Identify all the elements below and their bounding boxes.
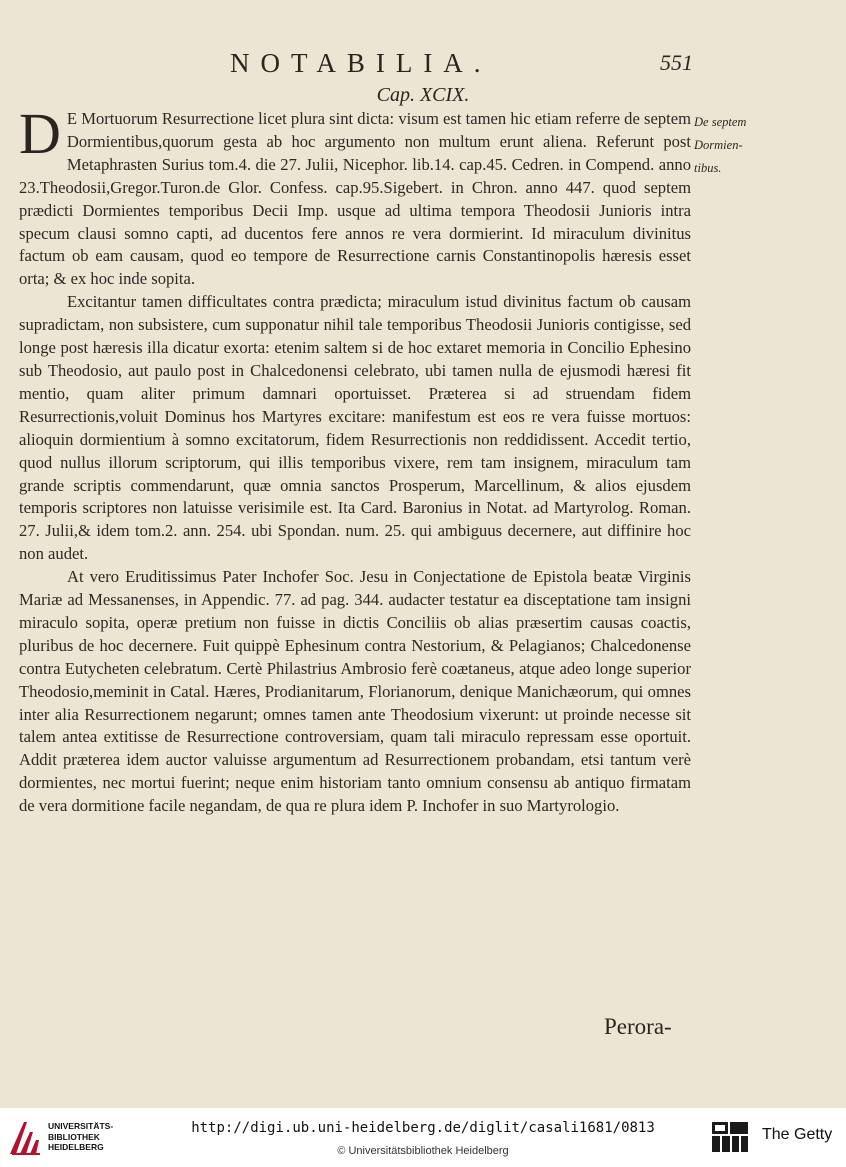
margin-note-line: tibus.: [694, 160, 722, 175]
copyright-notice: © Universitätsbibliothek Heidelberg: [337, 1145, 509, 1157]
drop-cap: D: [19, 101, 61, 166]
library-name-line: HEIDELBERG: [48, 1142, 104, 1152]
margin-note-line: Dormien-: [694, 137, 743, 152]
paragraph-1: [19, 101, 691, 291]
viewer-footer: [0, 1108, 846, 1167]
body-text: [19, 101, 691, 818]
paragraph-2: Excitantur tamen difficultates contra prædicta; miraculum istud divinitus factum ob causam supradictam, non subsistere, cum supponatur nihil tale temporibus Theodosii Junioris contigisse, sed longe post hæresis illa dicatur exorta: etenim saltem si de hoc extaret memoria in Concilio Ephesino sub Theodosio, aut paulo post in Chalcedonensi celebrato, ubi tamen nulla de ejusmodi hæresi fit mentio, quam aliter primum damnari oportuisset. Præterea si ad struendam fidem Resurrectionis,voluit Dominus hos Martyres excitare: manifestum est eos re vera fuisse mortuos: alioquin dormientium à somno excitatorum, fidem Resurrectionis non reddidissent. Accedit tertio, quod nullus illorum scriptorum, qui illis temporibus vixere, rem tam insignem, miraculum tam grande scriptis commendarunt, quæ omnia sanctos Prosperum, Marcellinum, & alios ejusdem temporis scriptores non latuisse verisimile est. Ita Card. Baronius in Notat. ad Martyrolog. Roman. 27. Julii,& idem tom.2. ann. 254. ubi Spondan. num. 25. qui ambiguus decernere, aut diffinire hoc non audet.: [19, 292, 691, 564]
catchword: Perora-: [604, 1014, 672, 1039]
running-title: NOTABILIA.: [230, 48, 492, 78]
margin-note-line: De septem: [694, 115, 747, 129]
getty-logo-icon: [712, 1122, 748, 1152]
page-number: 551: [660, 50, 693, 75]
library-name-line: BIBLIOTHEK: [48, 1131, 100, 1142]
paragraph-3: At vero Eruditissimus Pater Inchofer Soc. Jesu in Conjectatione de Epistola beatæ Virginis Mariæ ad Messanenses, in Appendic. 77. ad pag. 344. audacter testatur ea disceptatione tam insigni miraculo sopita, operæ pretium non fuisse in dictis Conciliis ob alias præsertim causas coactis, pluribus de hoc decernere. Fuit quippè Ephesinum contra Nestorium, & Pelagianos; Chalcedonense contra Eutycheten celebratum. Certè Philastrius Ambrosio ferè coætaneus, atque adeo longe superior Theodosio,meminit in Catal. Hæres, Prodianitarum, Florianorum, denique Manichæorum, qui omnes inter alia Resurrectionem negarunt; omnes tamen ante Theodosium vixerunt: ut proinde necesse sit talem antea extitisse de Resurrectione controversiam, quam tali miraculo repressam esse oportuit. Addit præterea idem auctor valuisse argumentum ad Resurrectionem probandam, etsi tantum verè dormientes, nec mortui fuerint; neque enim historiam tanto omnium consensu ab antiquo firmatam de vera dormitione facile negandam, de qua re plura idem P. Inchofer in suo Martyrologio.: [19, 567, 691, 816]
chapter-heading: Cap. XCIX.: [376, 84, 470, 106]
margin-note: [694, 111, 768, 180]
library-name-line: UNIVERSITÄTS-: [48, 1121, 114, 1131]
permalink-url[interactable]: http://digi.ub.uni-heidelberg.de/diglit/casali1681/0813: [191, 1120, 655, 1136]
partner-name: The Getty: [762, 1126, 833, 1143]
running-head: [0, 44, 846, 84]
paragraph-1-text: E Mortuorum Resurrectione licet plura sint dicta: visum est tamen hic etiam referre de septem Dormientibus,quorum gesta ab hoc argumento non multum erunt aliena. Referunt post Metaphrasten Surius tom.4. die 27. Julii, Nicephor. lib.14. cap.45. Cedren. in Compend. anno 23.Theodosii,Gregor.Turon.de Glor. Confess. cap.95.Sigebert. in Chron. anno 447. quod septem prædicti Dormientes temporibus Decii Imp. usque ad ultima tempora Theodosii Junioris intra specum clausi somno capti, ad ducentos fere annos re vera dormierint. Id miraculum divinitus factum ob eam causam, quod eo tempore de Resurrectione carnis Constantinopolis hæresis esset orta; & ex hoc inde sopita.: [19, 109, 691, 289]
